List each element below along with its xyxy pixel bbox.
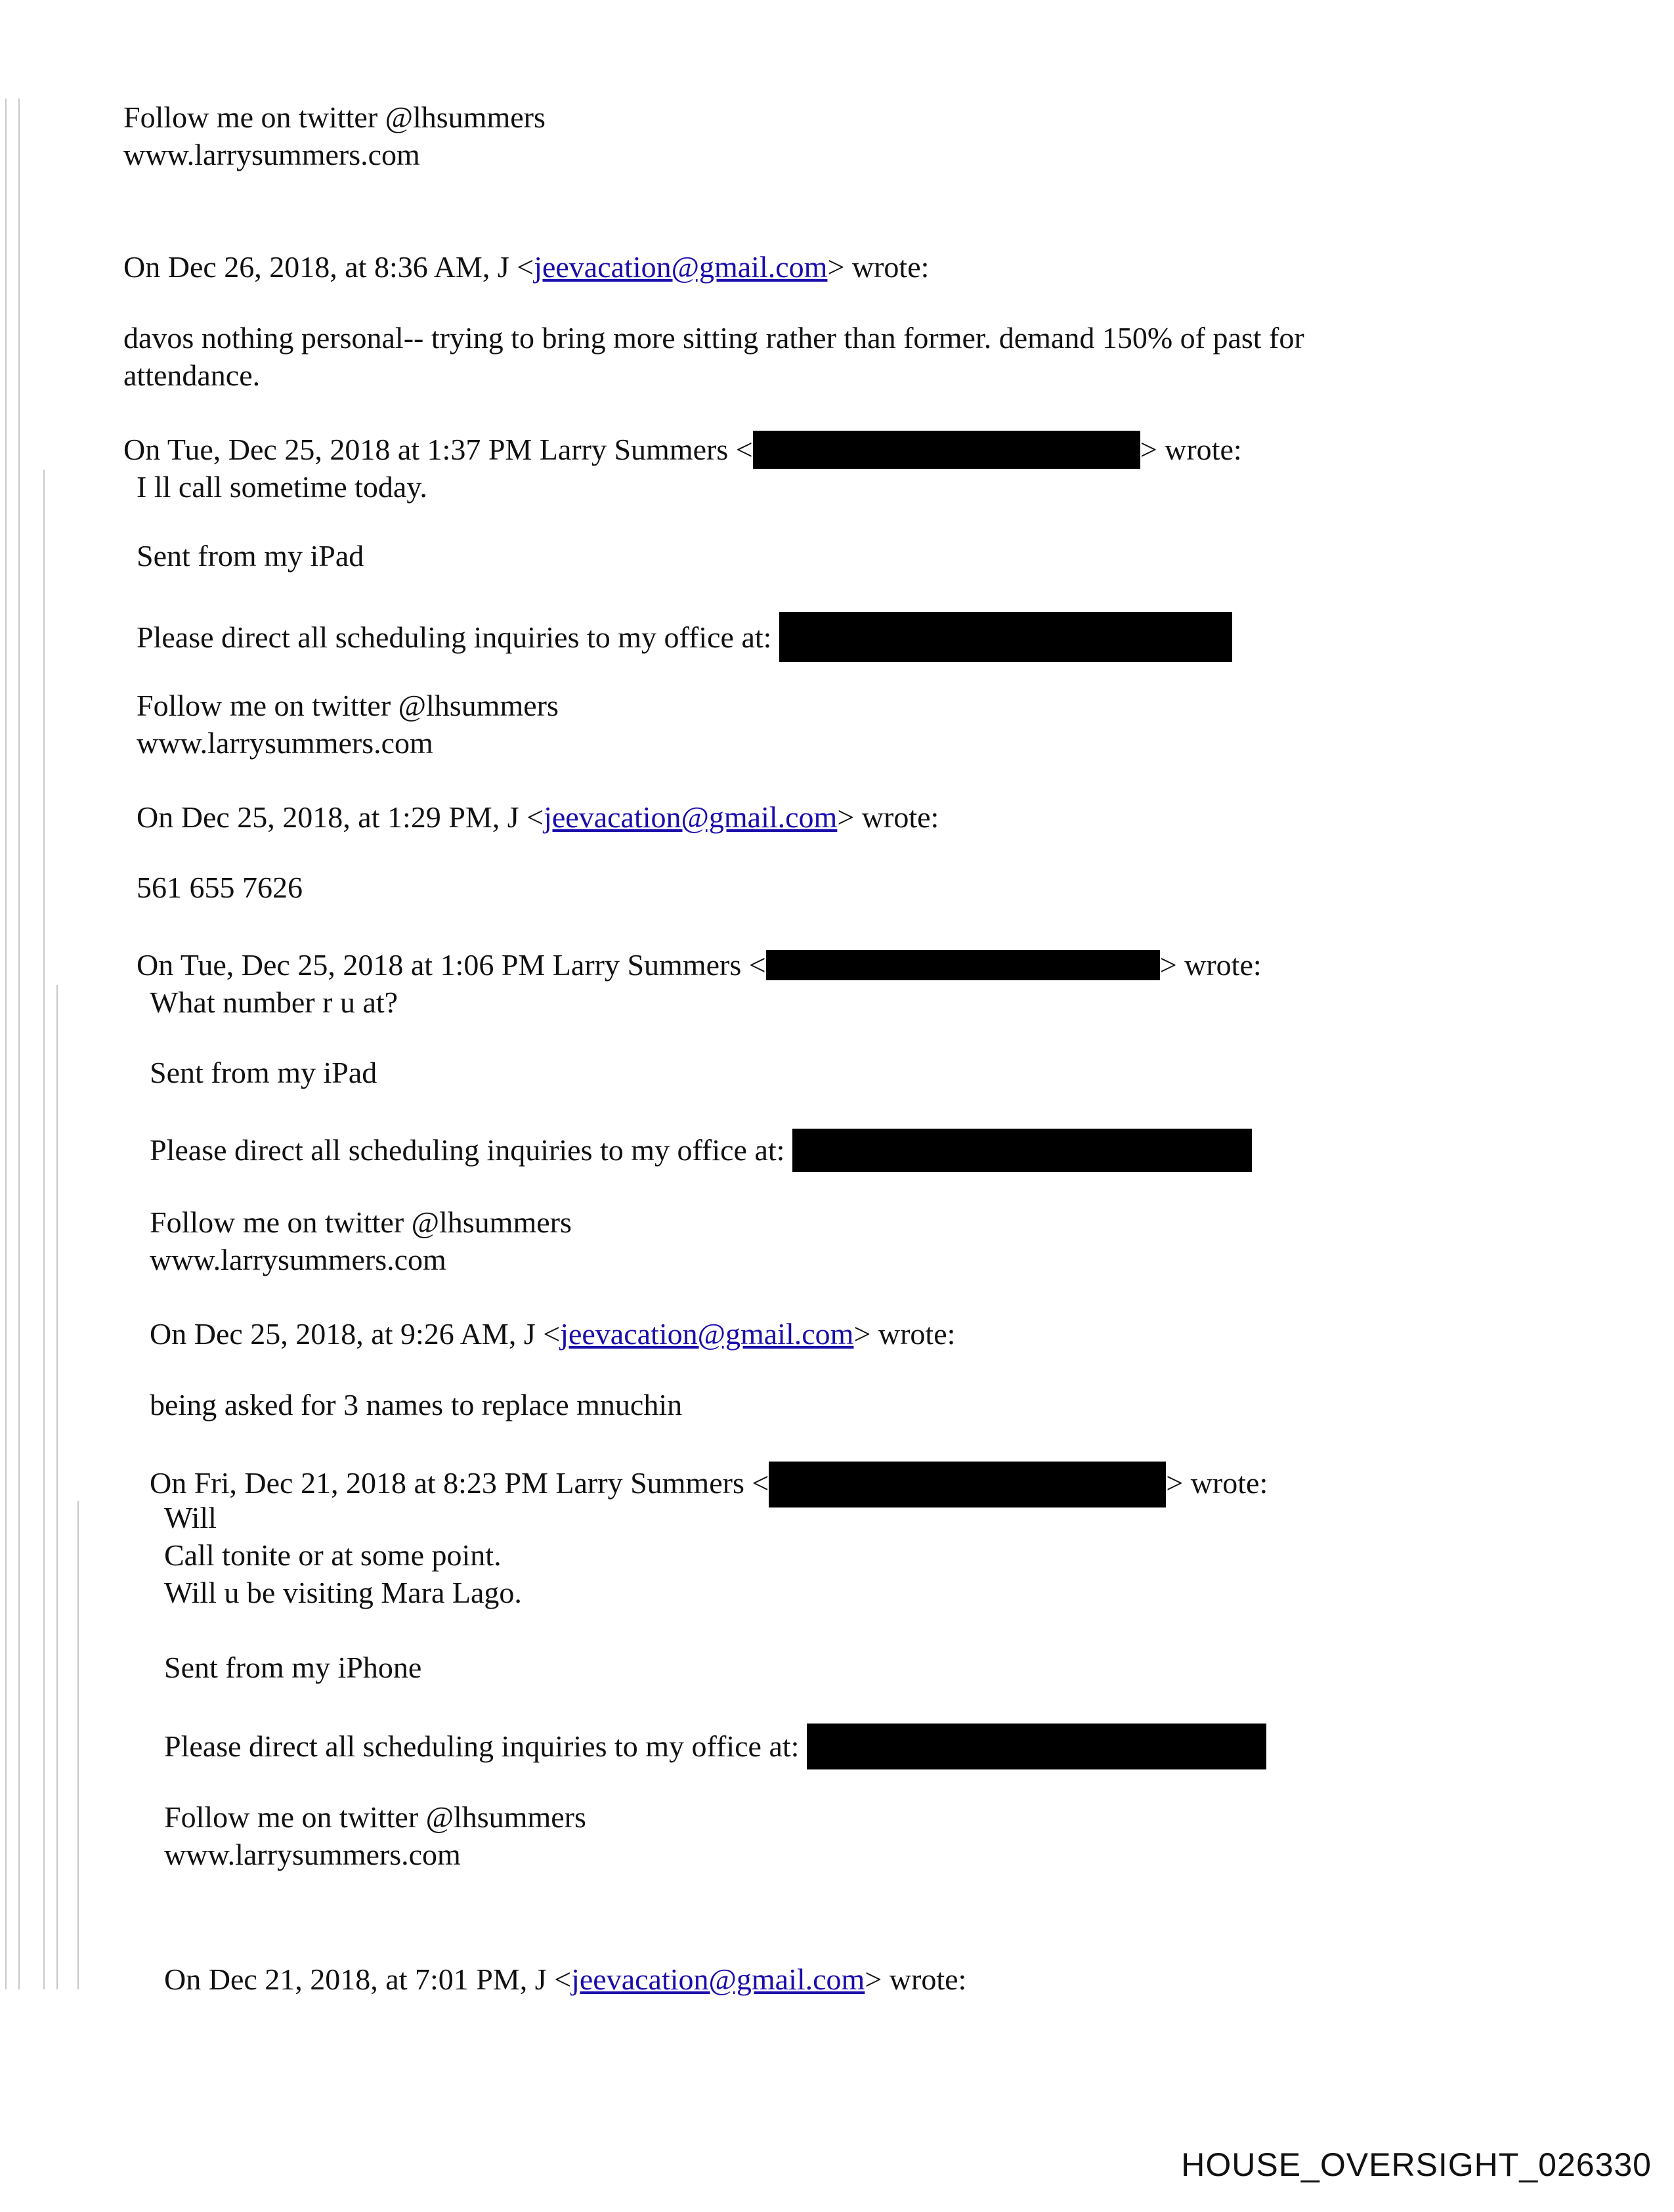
header-text: > wrote: [865,1963,967,1996]
redaction-box [769,1462,1166,1507]
email-header [123,248,929,286]
scheduling-line [150,1129,1252,1172]
message-body: I ll call sometime today. [137,470,427,504]
header-text: > wrote: [837,800,939,834]
header-text: On Fri, Dec 21, 2018 at 8:23 PM Larry Summers < [150,1466,769,1500]
email-header [150,1462,1268,1507]
sender-email-link[interactable]: jeevacation@gmail.com [544,800,838,834]
scheduling-line [164,1724,1266,1769]
email-header [164,1961,966,1999]
quote-rule [43,470,45,1989]
header-text: > wrote: [1159,948,1262,982]
header-text: On Dec 25, 2018, at 9:26 AM, J < [150,1317,561,1351]
website-line: www.larrysummers.com [123,138,420,171]
scheduling-line [137,612,1232,662]
message-body: Call tonite or at some point. [164,1538,502,1572]
bates-number: HOUSE_OVERSIGHT_026330 [1181,2146,1652,2183]
email-header [150,1315,955,1353]
twitter-line: Follow me on twitter @lhsummers [164,1800,586,1834]
email-header [137,798,939,836]
sent-from: Sent from my iPad [150,1056,377,1089]
email-header [123,431,1242,469]
sent-from: Sent from my iPad [137,539,364,573]
website-line: www.larrysummers.com [150,1243,446,1276]
message-body: Will u be visiting Mara Lago. [164,1576,522,1609]
header-text: On Dec 21, 2018, at 7:01 PM, J < [164,1963,572,1996]
message-body: davos nothing personal-- trying to bring more sitting rather than former. demand 150% of past for [123,321,1304,355]
sender-email-link[interactable]: jeevacation@gmail.com [571,1963,865,1996]
scheduling-text: Please direct all scheduling inquiries to my office at: [164,1729,800,1763]
twitter-line: Follow me on twitter @lhsummers [123,100,546,134]
twitter-line: Follow me on twitter @lhsummers [137,689,559,722]
sender-email-link[interactable]: jeevacation@gmail.com [560,1317,854,1351]
scheduling-text: Please direct all scheduling inquiries to my office at: [137,620,772,654]
message-body: 561 655 7626 [137,871,303,904]
redaction-box [807,1724,1266,1769]
header-text: On Tue, Dec 25, 2018 at 1:37 PM Larry Summers < [123,433,753,466]
email-header [137,946,1262,984]
message-body: being asked for 3 names to replace mnuchin [150,1388,683,1421]
header-text: On Dec 25, 2018, at 1:29 PM, J < [137,800,544,834]
header-text: On Dec 26, 2018, at 8:36 AM, J < [123,250,534,284]
redaction-box [766,950,1160,980]
website-line: www.larrysummers.com [164,1838,461,1871]
website-line: www.larrysummers.com [137,726,433,760]
header-text: > wrote: [1140,433,1242,466]
sent-from: Sent from my iPhone [164,1651,422,1684]
message-body: What number r u at? [150,986,398,1019]
header-text: On Tue, Dec 25, 2018 at 1:06 PM Larry Summers < [137,948,766,982]
redaction-box [792,1129,1252,1172]
message-body: attendance. [123,358,261,392]
quote-rule [56,985,58,1989]
sender-email-link[interactable]: jeevacation@gmail.com [534,250,828,284]
header-text: > wrote: [827,250,930,284]
twitter-line: Follow me on twitter @lhsummers [150,1205,572,1239]
redaction-box [779,612,1232,662]
quote-rule [77,1501,79,1989]
quote-rule [18,98,20,1989]
scheduling-text: Please direct all scheduling inquiries to my office at: [150,1133,785,1167]
quote-rule [5,98,7,1989]
header-text: > wrote: [853,1317,956,1351]
message-body: Will [164,1501,217,1534]
redaction-box [753,431,1140,469]
header-text: > wrote: [1166,1466,1268,1500]
